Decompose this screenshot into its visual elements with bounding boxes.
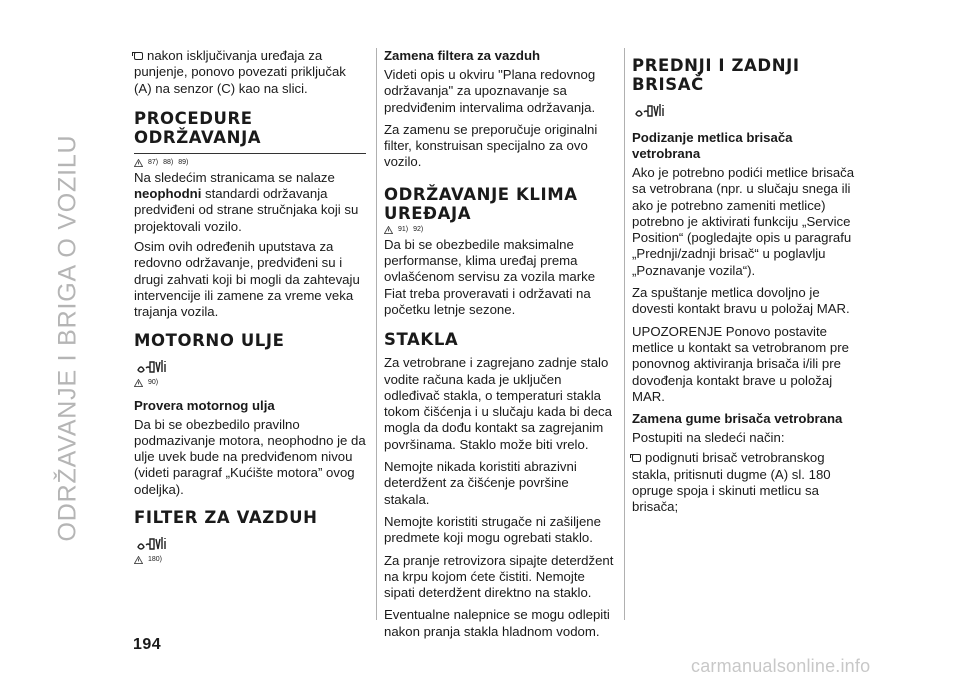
- procedure-paragraph-2: Osim ovih određenih uputstava za redovno održavanje, predviđeni su i drugi zahvati koji bi mogli da zahtevaju intervencije ili zamene za vreme veka trajanja vozila.: [134, 239, 360, 320]
- oil-refs: [134, 378, 366, 388]
- wiper-lift-subheading: Podizanje metlica brisača vetrobrana: [632, 130, 793, 161]
- bullet-icon: [134, 52, 143, 60]
- wiper-rubber-paragraph-2: podignuti brisač vetrobranskog stakla, pritisnuti dugme (A) sl. 180 opruge spoja i skinuti metlicu sa brisača;: [632, 450, 831, 515]
- bullet-icon: [632, 454, 641, 462]
- procedure-paragraph-1: Na sledećim stranicama se nalaze neophodni standardi održavanja predviđeni od strane stručnjaka koji su projektovali vozilo.: [134, 169, 359, 234]
- clima-paragraph: Da bi se obezbedile maksimalne performanse, klima uređaj prema ovlašćenom servisu za vozila marke Fiat treba proveravati i održavati na početku letnje sezone.: [384, 236, 596, 317]
- page-number: 194: [133, 636, 162, 653]
- watermark: carmanualsonline.info: [691, 656, 871, 676]
- engine-variant-icon: [136, 356, 176, 376]
- ref-87: 87): [148, 158, 159, 166]
- filter-heading: FILTER ZA VAZDUH: [134, 508, 318, 528]
- clima-refs: [384, 225, 616, 235]
- wiper-heading: PREDNJI I ZADNJI BRISAČ: [632, 56, 800, 94]
- oil-paragraph: Da bi se obezbedilo pravilno podmazivanje motora, neophodno je da ulje uvek bude na predviđenom nivou (videti paragraf „Kućište motora” ovog odeljka).: [134, 416, 366, 497]
- filter-replace-subheading: Zamena filtera za vazduh: [384, 48, 541, 63]
- glass-paragraph-2: Nemojte nikada koristiti abrazivni deterdžent za čišćenje površine stakala.: [384, 459, 577, 507]
- ref-180: 180): [148, 556, 163, 564]
- column-divider-1: [376, 48, 377, 620]
- procedure-refs: [134, 158, 366, 168]
- engine-variant-icon: [136, 533, 176, 553]
- filter-refs: [134, 555, 366, 565]
- ref-91: 91): [398, 225, 409, 233]
- wiper-lift-paragraph-2: Za spuštanje metlica dovoljno je dovesti kontakt bravu u položaj MAR.: [632, 285, 850, 317]
- procedure-heading: PROCEDURE ODRŽAVANJA: [134, 109, 366, 154]
- ref-90: 90): [148, 378, 159, 386]
- warning-triangle-icon: [384, 226, 393, 234]
- warning-triangle-icon: [134, 159, 143, 167]
- glass-heading: STAKLA: [384, 330, 459, 350]
- glass-paragraph-3: Nemojte koristiti strugače ni zašiljene predmete koji mogu ogrebati staklo.: [384, 513, 601, 546]
- wiper-lift-paragraph-1: Ako je potrebno podići metlice brisača sa vetrobrana (npr. u slučaju snega ili ako je potrebno zameniti metlice) potrebno je aktivirati funkciju „Service Position“ (pogledajte opis u paragrafu „Prednji/zadnji brisač“ u poglavlju „Poznavanje vozila“).: [632, 165, 855, 278]
- column-1: [134, 48, 366, 567]
- filter-paragraph-2: Za zamenu se preporučuje originalni filter, konstruisan specijalno za ovo vozilo.: [384, 121, 598, 170]
- ref-89: 89): [178, 158, 189, 166]
- wiper-rubber-subheading: Zamena gume brisača vetrobrana: [632, 411, 843, 427]
- oil-subheading: Provera motornog ulja: [134, 397, 275, 413]
- wiper-warning-paragraph: UPOZORENJE Ponovo postavite metlice u kontakt sa vetrobranom pre ponovnog aktiviranja brisača i/ili pre dovođenja kontakt brave u položaj MAR.: [632, 323, 849, 404]
- engine-variant-icon: [634, 100, 674, 120]
- filter-paragraph-1: Videti opis u okviru "Plana redovnog održavanja" za upoznavanje sa predviđenim intervalima održavanja.: [384, 67, 596, 115]
- column-3: [632, 48, 864, 522]
- column-2: [384, 48, 616, 646]
- ref-92: 92): [413, 225, 424, 233]
- clima-heading: ODRŽAVANJE KLIMA UREĐAJA: [384, 184, 578, 223]
- column-divider-2: [624, 48, 625, 620]
- glass-paragraph-5: Eventualne nalepnice se mogu odlepiti nakon pranja stakla hladnom vodom.: [384, 607, 610, 639]
- intro-paragraph: nakon isključivanja uređaja za punjenje, ponovo povezati priključak (A) na senzor (C) kao na slici.: [134, 48, 346, 96]
- wiper-rubber-paragraph-1: Postupiti na sledeći način:: [632, 430, 785, 446]
- glass-paragraph-1: Za vetrobrane i zagrejano zadnje stalo vodite računa kada je uključen odleđivač stakla, o temperaturi stakla tokom čišćenja i u slučaju kada bi deca mogla da dođu kontakt sa zagrejanim površinama. Staklo može biti vrelo.: [384, 355, 612, 452]
- ref-88: 88): [163, 158, 174, 166]
- warning-triangle-icon: [134, 556, 143, 564]
- glass-paragraph-4: Za pranje retrovizora sipajte deterdžent na krpu kojom ćete čistiti. Nemojte sipati deterdžent direktno na staklo.: [384, 552, 614, 601]
- oil-heading: MOTORNO ULJE: [134, 330, 285, 350]
- warning-triangle-icon: [134, 379, 143, 387]
- chapter-side-title: ODRŽAVANJE I BRIGA O VOZILU: [53, 134, 82, 542]
